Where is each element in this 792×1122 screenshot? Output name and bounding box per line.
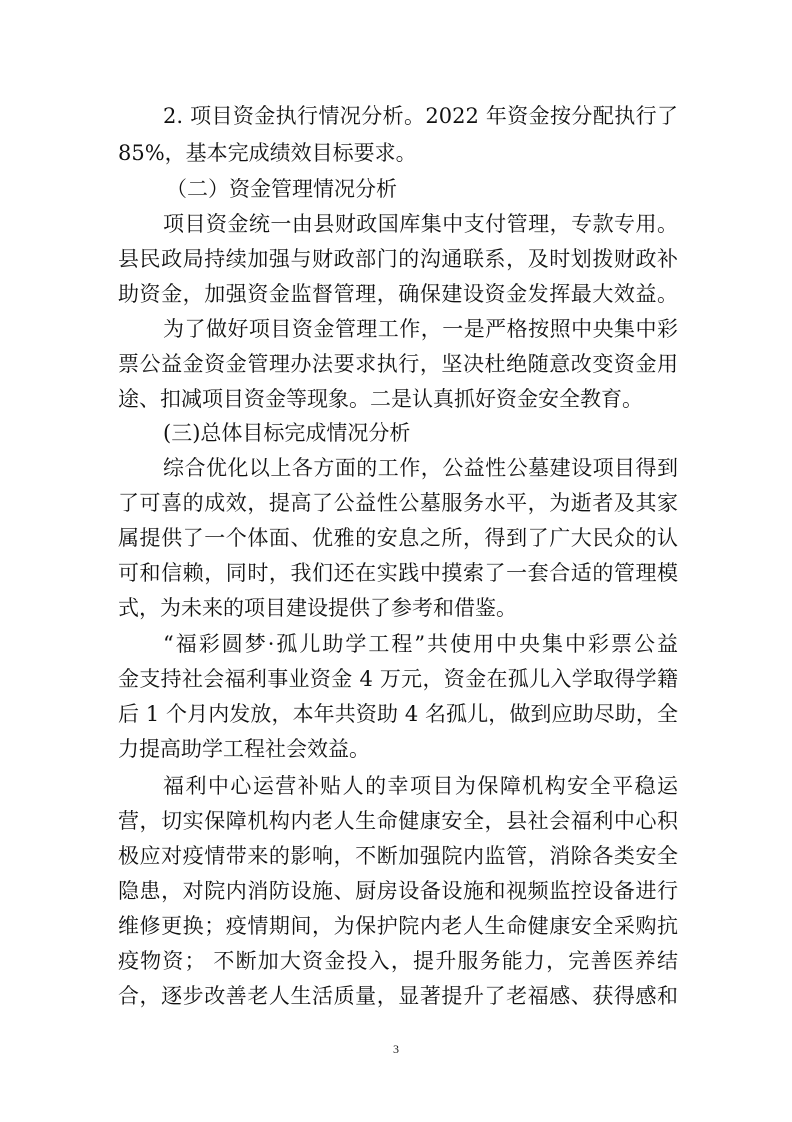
text-line: 县民政局持续加强与财政部门的沟通联系，及时划拨财政补 [118,247,678,271]
text-line: 可和信赖，同时，我们还在实践中摸索了一套合适的管理模 [118,561,678,585]
section-heading: (三)总体目标完成情况分析 [163,421,411,445]
text-line: 式，为未来的项目建设提供了参考和借鉴。 [118,596,517,620]
page-number: 3 [393,1042,399,1056]
text-line: 2. 项目资金执行情况分析。2022 年资金按分配执行了 [163,104,678,128]
text-line: 综合优化以上各方面的工作，公益性公墓建设项目得到 [163,456,678,480]
text-line: 为了做好项目资金管理工作，一是严格按照中央集中彩 [163,317,678,341]
text-line: 疫物资； 不断加大资金投入，提升服务能力，完善医养结 [118,949,678,973]
text-line: 后 1 个月内发放，本年共资助 4 名孤儿，做到应助尽助，全 [118,702,678,726]
text-line: 85%，基本完成绩效目标要求。 [118,141,417,165]
text-line: 项目资金统一由县财政国库集中支付管理，专款专用。 [163,212,678,236]
text-line: 维修更换；疫情期间，为保护院内老人生命健康安全采购抗 [118,914,678,938]
text-line: “福彩圆梦·孤儿助学工程”共使用中央集中彩票公益 [163,632,678,656]
text-line: 属提供了一个体面、优雅的安息之所，得到了广大民众的认 [118,526,678,550]
text-line: 助资金，加强资金监督管理，确保建设资金发挥最大效益。 [118,282,678,306]
text-line: 途、扣减项目资金等现象。二是认真抓好资金安全教育。 [118,387,643,411]
text-line: 隐患，对院内消防设施、厨房设备设施和视频监控设备进行 [118,879,678,903]
text-line: 福利中心运营补贴人的幸项目为保障机构安全平稳运 [163,774,678,798]
text-line: 力提高助学工程社会效益。 [118,737,370,761]
text-line: 极应对疫情带来的影响，不断加强院内监管，消除各类安全 [118,844,678,868]
text-line: 金支持社会福利事业资金 4 万元，资金在孤儿入学取得学籍 [118,667,678,691]
text-line: 了可喜的成效，提高了公益性公墓服务水平，为逝者及其家 [118,491,678,515]
text-line: 票公益金资金管理办法要求执行，坚决杜绝随意改变资金用 [118,352,678,376]
text-line: 营，切实保障机构内老人生命健康安全，县社会福利中心积 [118,809,678,833]
text-line: 合，逐步改善老人生活质量，显著提升了老福感、获得感和 [118,984,678,1008]
section-heading: （二）资金管理情况分析 [166,177,397,201]
